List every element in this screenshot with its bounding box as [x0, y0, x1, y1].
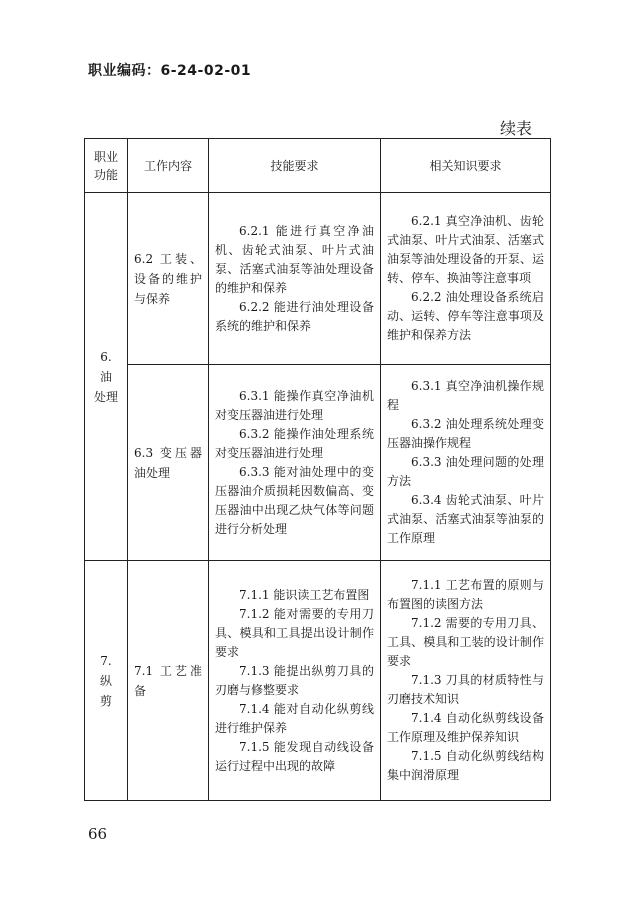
function-number: 7.: [100, 653, 112, 668]
skill-item: 6.2.2 能进行油处理设备系统的维护和保养: [215, 299, 374, 333]
header-skill-requirements: 技能要求: [209, 139, 381, 193]
skill-item: 7.1.5 能发现自动线设备运行过程中出现的故障: [215, 739, 374, 773]
skill-item: 6.3.2 能操作油处理系统对变压器油进行处理: [215, 426, 374, 460]
work-content-cell: 6.3 变压器油处理: [128, 365, 209, 561]
skill-item: 7.1.2 能对需要的专用刀具、模具和工具提出设计制作要求: [215, 606, 374, 659]
knowledge-item: 7.1.5 自动化纵剪线结构集中润滑原理: [387, 749, 544, 782]
knowledge-item: 7.1.2 需要的专用刀具、工具、模具和工装的设计制作要求: [387, 616, 544, 668]
function-name-line1: 油: [99, 369, 112, 384]
knowledge-item: 7.1.1 工艺布置的原则与布置图的读图方法: [387, 578, 544, 611]
function-cell-slitting: [85, 561, 128, 801]
skills-cell: [209, 365, 381, 561]
work-content-cell: 6.2 工装、设备的维护与保养: [128, 193, 209, 365]
function-number: 6.: [100, 349, 112, 364]
knowledge-cell: [381, 365, 551, 561]
skills-cell: [209, 193, 381, 365]
function-cell-oil-processing: [85, 193, 128, 561]
knowledge-item: 6.3.3 油处理问题的处理方法: [387, 455, 544, 488]
table-row: [85, 561, 551, 801]
knowledge-item: 6.3.4 齿轮式油泵、叶片式油泵、活塞式油泵等油泵的工作原理: [387, 493, 544, 545]
skill-item: 6.2.1 能进行真空净油机、齿轮式油泵、叶片式油泵、活塞式油泵等油处理设备的维护和保养: [215, 223, 374, 295]
knowledge-item: 6.2.2 油处理设备系统启动、运转、停车等注意事项及维护和保养方法: [387, 290, 544, 342]
skills-cell: [209, 561, 381, 801]
function-name-line2: 剪: [99, 693, 112, 708]
table-row: [85, 365, 551, 561]
skill-item: 7.1.4 能对自动化纵剪线进行维护保养: [215, 701, 374, 735]
knowledge-item: 7.1.3 刀具的材质特性与刃磨技术知识: [387, 673, 544, 706]
skills-standard-table: [84, 138, 551, 801]
header-function-line2: 功能: [93, 167, 118, 182]
knowledge-cell: [381, 193, 551, 365]
header-work-content: 工作内容: [128, 139, 209, 193]
occupation-code: 职业编码：6-24-02-01: [88, 63, 252, 79]
table-header-row: [85, 139, 551, 193]
header-function-line1: 职业: [93, 149, 118, 164]
work-content-cell: 7.1 工艺准备: [128, 561, 209, 801]
skill-item: 7.1.1 能识读工艺布置图: [239, 587, 370, 602]
knowledge-item: 7.1.4 自动化纵剪线设备工作原理及维护保养知识: [387, 711, 544, 744]
page-number: 66: [88, 825, 108, 843]
function-name-line2: 处理: [93, 389, 118, 404]
knowledge-item: 6.3.2 油处理系统处理变压器油操作规程: [387, 417, 544, 450]
table-row: [85, 193, 551, 365]
knowledge-cell: [381, 561, 551, 801]
header-function: [85, 139, 128, 193]
skill-item: 6.3.1 能操作真空净油机对变压器油进行处理: [215, 388, 374, 422]
knowledge-item: 6.3.1 真空净油机操作规程: [387, 379, 544, 412]
function-name-line1: 纵: [99, 673, 112, 688]
skill-item: 7.1.3 能提出纵剪刀具的刃磨与修整要求: [215, 663, 374, 697]
skill-item: 6.3.3 能对油处理中的变压器油介质损耗因数偏高、变压器油中出现乙炔气体等问题进行分析处理: [215, 464, 374, 536]
header-knowledge-requirements: 相关知识要求: [381, 139, 551, 193]
knowledge-item: 6.2.1 真空净油机、齿轮式油泵、叶片式油泵、活塞式油泵等油处理设备的开泵、运转、停车、换油等注意事项: [387, 214, 544, 285]
continued-label: 续表: [500, 119, 533, 138]
